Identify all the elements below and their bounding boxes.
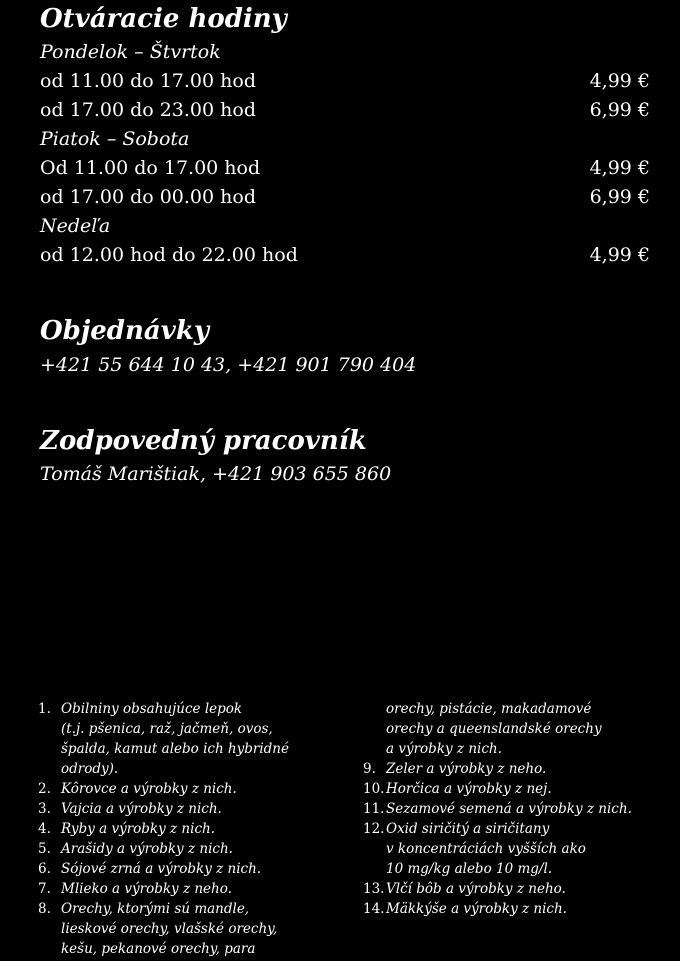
responsible-contact: Tomáš Marištiak, +421 903 655 860 (40, 463, 392, 485)
hours-row (40, 188, 650, 207)
allergen-number: 13. (363, 881, 385, 897)
allergen-item (363, 759, 632, 779)
allergen-text-line: Arašidy a výrobky z nich. (61, 841, 233, 857)
allergen-text-line: Oxid siričitý a siričitany (386, 821, 550, 837)
allergen-text-line: Orechy, ktorými sú mandle, (61, 901, 250, 917)
allergen-item (38, 779, 289, 799)
allergen-text (386, 779, 552, 799)
allergen-text-line: Mäkkýše a výrobky z nich. (386, 901, 567, 917)
allergen-text (386, 879, 566, 899)
allergen-text (386, 759, 546, 779)
allergen-text (61, 859, 261, 879)
allergen-number: 5. (38, 841, 51, 857)
allergen-text-line: Mlieko a výrobky z neho. (61, 881, 232, 897)
allergen-number: 3. (38, 801, 51, 817)
allergen-number: 2. (38, 781, 51, 797)
allergen-item (363, 699, 632, 759)
allergen-number: 12. (363, 821, 385, 837)
allergen-item (38, 879, 289, 899)
allergen-text-line: (t.j. pšenica, raž, jačmeň, ovos, (61, 721, 273, 737)
allergen-item (38, 699, 289, 779)
hours-row (40, 159, 650, 178)
allergen-text (61, 879, 232, 899)
allergen-item (363, 779, 632, 799)
allergen-text-line: orechy a queenslandské orechy (386, 721, 602, 737)
day-range-mon-thu: Pondelok – Štvrtok (40, 41, 221, 63)
hours-time: Od 11.00 do 17.00 hod (40, 157, 261, 179)
day-range-fri-sat: Piatok – Sobota (40, 128, 190, 150)
allergen-text (61, 839, 233, 859)
orders-title: Objednávky (40, 316, 209, 346)
allergen-number: 1. (38, 701, 51, 717)
allergen-text (61, 779, 237, 799)
hours-price: 4,99 € (589, 70, 650, 92)
allergen-text-line: a výrobky z nich. (386, 741, 502, 757)
hours-row (40, 72, 650, 91)
allergen-text (61, 699, 289, 779)
allergen-text-line: Sezamové semená a výrobky z nich. (386, 801, 632, 817)
allergen-text (386, 899, 567, 919)
allergen-number: 10. (363, 781, 385, 797)
allergen-list-right (363, 699, 632, 919)
allergen-text-line: Vajcia a výrobky z nich. (61, 801, 222, 817)
hours-price: 6,99 € (589, 186, 650, 208)
hours-time: od 17.00 do 00.00 hod (40, 186, 256, 208)
allergen-text-line: špalda, kamut alebo ich hybridné (61, 741, 289, 757)
allergen-text-line: Horčica a výrobky z nej. (386, 781, 552, 797)
hours-time: od 17.00 do 23.00 hod (40, 99, 256, 121)
orders-phones: +421 55 644 10 43, +421 901 790 404 (40, 354, 417, 376)
allergen-text (386, 819, 586, 879)
allergen-text-line: 10 mg/kg alebo 10 mg/l. (386, 861, 553, 877)
hours-time: od 11.00 do 17.00 hod (40, 70, 256, 92)
allergen-item (38, 839, 289, 859)
allergen-text-line: kešu, pekanové orechy, para (61, 941, 256, 957)
allergen-text-line: orechy, pistácie, makadamové (386, 701, 592, 717)
allergen-number: 9. (363, 761, 376, 777)
allergen-text (61, 899, 277, 959)
allergen-text (61, 819, 215, 839)
allergen-item (38, 899, 289, 959)
allergen-number: 11. (363, 801, 385, 817)
allergen-number: 8. (38, 901, 51, 917)
hours-price: 6,99 € (589, 99, 650, 121)
hours-row (40, 246, 650, 265)
allergen-text-line: Sójové zrná a výrobky z nich. (61, 861, 262, 877)
opening-hours-title: Otváracie hodiny (40, 4, 287, 34)
allergen-number (363, 699, 386, 759)
hours-price: 4,99 € (589, 157, 650, 179)
allergen-text-line: Kôrovce a výrobky z nich. (61, 781, 237, 797)
allergen-item (363, 879, 632, 899)
allergen-item (38, 859, 289, 879)
allergen-item (38, 819, 289, 839)
hours-price: 4,99 € (589, 244, 650, 266)
allergen-text-line: odrody). (61, 761, 119, 777)
allergen-number: 4. (38, 821, 51, 837)
allergen-text-line: Vlčí bôb a výrobky z neho. (386, 881, 566, 897)
allergen-text (386, 799, 632, 819)
allergen-text (386, 699, 602, 759)
allergen-item (363, 799, 632, 819)
allergen-number: 6. (38, 861, 51, 877)
allergen-number: 7. (38, 881, 51, 897)
responsible-title: Zodpovedný pracovník (40, 426, 367, 456)
hours-time: od 12.00 hod do 22.00 hod (40, 244, 298, 266)
allergen-text-line: Ryby a výrobky z nich. (61, 821, 215, 837)
allergen-text-line: v koncentráciách vyšších ako (386, 841, 586, 857)
allergen-item (363, 899, 632, 919)
allergen-item (38, 799, 289, 819)
allergen-text-line: Zeler a výrobky z neho. (386, 761, 547, 777)
allergen-text (61, 799, 222, 819)
allergen-text-line: Obilniny obsahujúce lepok (61, 701, 243, 717)
day-sunday: Nedeľa (40, 215, 111, 237)
allergen-text-line: lieskové orechy, vlašské orechy, (61, 921, 278, 937)
allergen-number: 14. (363, 901, 385, 917)
hours-row (40, 101, 650, 120)
allergen-item (363, 819, 632, 879)
allergen-list-left (38, 699, 289, 959)
